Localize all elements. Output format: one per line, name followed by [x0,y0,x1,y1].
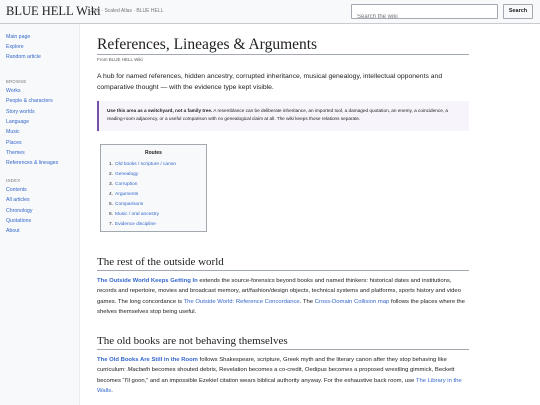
switchyard-note [97,101,469,131]
sidebar-item-places[interactable]: Places [6,139,22,146]
toc-item-number: 5. [109,202,114,207]
toc-item-label[interactable]: Evidence discipline [115,222,156,227]
toc-item-label[interactable]: Music / oral ancestry [115,212,160,217]
toc-item[interactable] [109,212,159,217]
sidebar-item-about[interactable]: About [6,228,20,234]
toc-item-label[interactable]: Corruption [115,182,138,187]
sidebar-item-references[interactable]: References & lineages [6,160,59,166]
toc-item[interactable] [109,162,176,167]
breadcrumb: JQD · Scaled Atlas · BLUE HELL [90,8,164,14]
toc-item[interactable] [109,182,137,187]
note-lead: Use this area as a switchyard, not a family tree. [107,108,213,113]
toc-item-label[interactable]: Comparisons [115,202,144,207]
search-input[interactable] [352,11,497,24]
search-box[interactable] [351,4,498,19]
paragraph-text: . [111,387,113,394]
title-macbeth: Macbeth [127,367,151,374]
sidebar-item-contents[interactable]: Contents [6,187,27,193]
sidebar-item-all-articles[interactable]: All articles [6,197,30,203]
toc-item[interactable] [109,222,156,227]
toc-item-label[interactable]: Arguments [115,192,139,197]
sidebar-item-language[interactable]: Language [6,119,30,125]
sidebar [0,24,80,405]
toc-item[interactable] [109,202,143,207]
link-library-in-walls[interactable]: The Library in the Walls [97,377,462,394]
note-text: A resemblance can be deliberate inheritance, an imported tool, a damaged quotation, an enemy, a coincidence, a reading-room adjacency, or a useful comparison with no genealogical claim at all. The wiki keeps those relations separate. [107,108,449,122]
paragraph-text: . The [299,298,315,305]
page-source: From BLUE HELL Wiki [97,57,143,62]
toc-item-number: 1. [109,162,114,167]
link-outside-world[interactable]: The Outside World Keeps Getting In [97,278,198,284]
paragraph-text: extends the source-forensics beyond books and named thinkers: historical dates and institutions, records and repertoire, movies and broadcast memory, art/fashion/design objects, technical systems and platforms, sports history and video games. The long concordance is [97,278,461,305]
toc-item[interactable] [109,172,138,177]
link-collision-map[interactable]: Cross-Domain Collision map [314,298,390,305]
link-reference-concordance[interactable]: The Outside World: Reference Concordance [183,298,300,305]
title-divider [97,54,469,55]
section-divider [97,349,469,350]
toc-item-number: 2. [109,172,114,177]
section-heading-outside-world: The rest of the outside world [97,256,224,268]
sidebar-item-quotations[interactable]: Quotations [6,218,32,224]
toc-item-label[interactable]: Old books / scripture / canon [115,162,177,167]
sidebar-item-people[interactable]: People & characters [6,98,53,104]
toc-title: Routes [145,150,162,156]
sidebar-item-random-article[interactable]: Random article [6,54,41,60]
section-paragraph-outside-world [97,276,469,317]
sidebar-heading-browse: BROWSE [6,79,27,84]
section-heading-old-books: The old books are not behaving themselves [97,335,288,347]
sidebar-item-explore[interactable]: Explore [6,44,24,50]
sidebar-item-chronology[interactable]: Chronology [6,207,33,214]
table-of-contents [100,144,207,232]
intro-paragraph: A hub for named references, hidden ancestry, corrupted inheritance, musical genealogy, intellectual opponents and comparative thought — with the evidence type kept visible. [97,73,443,91]
toc-item-label[interactable]: Genealogy [115,172,139,177]
toc-item-number: 6. [109,212,114,217]
paragraph-text: becomes shouted debris, Revelation becomes a co-credit, Oedipus becomes a proposed wrestling gimmick, Beckett becomes “I'll goon,” and an impossible Ezekiel citation wears biblical authority anyway. For the exhaustive back room, use [97,367,455,384]
toc-item-number: 4. [109,192,114,197]
section-paragraph-old-books [97,355,469,396]
paragraph-text: follows the places where the shelves themselves stop being useful. [97,298,465,315]
toc-item[interactable] [109,192,138,197]
sidebar-item-music[interactable]: Music [6,129,20,135]
toc-item-number: 3. [109,182,114,187]
sidebar-item-themes[interactable]: Themes [6,149,25,156]
section-divider [97,270,469,271]
sidebar-item-story-worlds[interactable]: Story worlds [6,108,35,115]
site-logo[interactable]: BLUE HELL Wiki [6,4,101,18]
sidebar-item-main-page[interactable]: Main page [6,34,31,40]
link-old-books[interactable]: The Old Books Are Still in the Room [97,357,198,363]
page-title: References, Lineages & Arguments [97,36,318,53]
top-bar [0,0,540,24]
search-button[interactable]: Search [503,4,533,19]
sidebar-heading-index: INDEX [6,178,21,183]
sidebar-item-works[interactable]: Works [6,88,21,94]
paragraph-text: follows Shakespeare, scripture, Greek myth and the literary canon after they stop behaving like curriculum: [97,357,447,374]
toc-item-number: 7. [109,222,114,227]
